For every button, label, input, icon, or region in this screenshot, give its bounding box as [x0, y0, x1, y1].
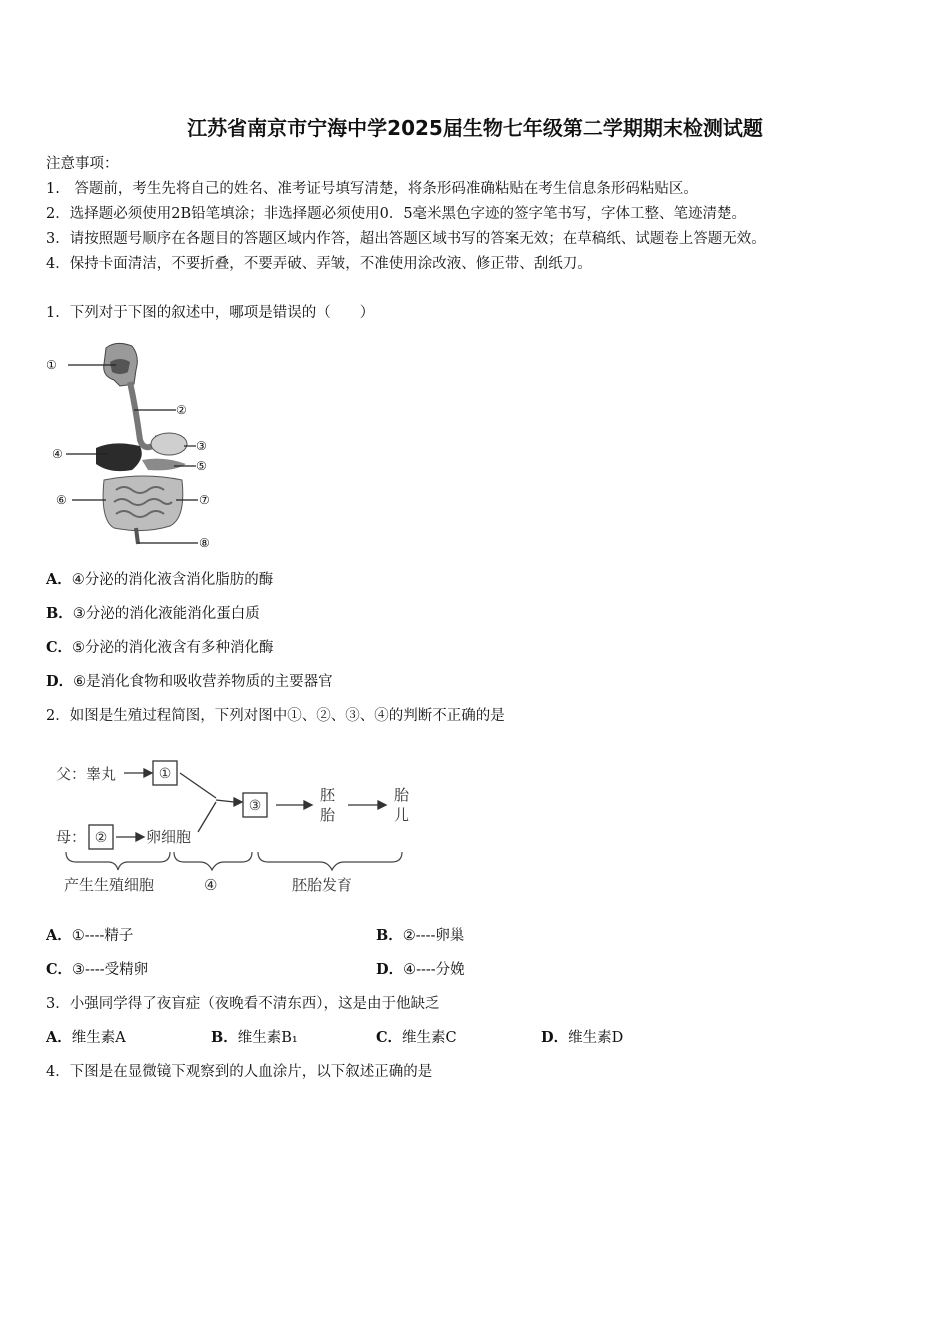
father-label: 父：睾丸 — [56, 765, 117, 783]
fetus-char-2: 儿 — [394, 806, 410, 824]
embryo-char-1: 胚 — [320, 786, 336, 804]
q2-option-c-text: ③----受精卵 — [72, 962, 149, 978]
label-7: ⑦ — [199, 493, 210, 507]
label-5: ⑤ — [196, 459, 207, 473]
q2-stem: 2．如图是生殖过程简图，下列对图中①、②、③、④的判断不正确的是 — [46, 708, 505, 724]
notice-item-1: 1. 答题前，考生先将自己的姓名、准考证号填写清楚，将条形码准确粘贴在考生信息条形码粘贴区。 — [46, 181, 698, 197]
q3-option-d[interactable] — [541, 1026, 623, 1047]
q2-option-d-letter: D． — [376, 961, 404, 978]
q2-option-b[interactable] — [376, 924, 464, 945]
q1-option-b-text: ③分泌的消化液能消化蛋白质 — [72, 606, 260, 622]
q2-option-a[interactable] — [46, 924, 133, 945]
label-2: ② — [176, 403, 187, 417]
liver — [96, 443, 142, 471]
q3-option-a-text: 维生素A — [71, 1030, 126, 1046]
q2-option-b-letter: B． — [376, 927, 403, 944]
q3-option-a[interactable] — [46, 1026, 126, 1047]
q1-option-a-text: ④分泌的消化液含消化脂肪的酶 — [71, 572, 274, 588]
q3-option-d-letter: D． — [541, 1029, 569, 1046]
q3-option-c[interactable] — [376, 1026, 457, 1047]
q3-option-c-text: 维生素C — [402, 1030, 457, 1046]
brace-label-3: 胚胎发育 — [292, 876, 353, 894]
box-2-label: ② — [94, 830, 108, 846]
rectum — [136, 528, 138, 544]
notice-heading: 注意事项： — [46, 156, 119, 172]
q1-option-b-letter: B． — [46, 605, 73, 622]
mouth-cavity — [110, 359, 130, 374]
label-4: ④ — [52, 447, 63, 461]
q1-option-d-letter: D． — [46, 673, 74, 690]
q2-option-d-text: ④----分娩 — [403, 962, 465, 978]
digestive-system-figure — [44, 340, 224, 555]
q2-option-c[interactable] — [46, 958, 148, 979]
label-3: ③ — [196, 439, 207, 453]
pancreas — [142, 459, 186, 471]
q3-option-a-letter: A． — [46, 1029, 72, 1046]
label-6: ⑥ — [56, 493, 67, 507]
notice-item-2: 2．选择题必须使用2B铅笔填涂；非选择题必须使用0．5毫米黑色字迹的签字笔书写，字体工整、笔迹清楚。 — [46, 206, 747, 222]
q1-option-c-letter: C． — [46, 639, 73, 656]
notice-item-3: 3．请按照题号顺序在各题目的答题区域内作答，超出答题区域书写的答案无效；在草稿纸、试题卷上答题无效。 — [46, 231, 766, 247]
q1-option-a-letter: A． — [46, 571, 72, 588]
q3-option-c-letter: C． — [376, 1029, 403, 1046]
q1-option-d-text: ⑥是消化食物和吸收营养物质的主要器官 — [73, 674, 333, 690]
fetus-char-1: 胎 — [394, 786, 410, 804]
egg-label: 卵细胞 — [146, 828, 192, 846]
label-8: ⑧ — [199, 536, 210, 550]
q3-stem: 3．小强同学得了夜盲症（夜晚看不清东西），这是由于他缺乏 — [46, 996, 440, 1012]
brace-label-1: 产生生殖细胞 — [64, 876, 155, 894]
q3-option-b-letter: B． — [211, 1029, 238, 1046]
page-title: 江苏省南京市宁海中学2025届生物七年级第二学期期末检测试题 — [187, 116, 763, 140]
reproduction-diagram — [52, 752, 422, 902]
q1-option-b[interactable] — [46, 602, 260, 623]
embryo-char-2: 胎 — [320, 806, 336, 824]
label-1: ① — [46, 358, 57, 372]
box-1-label: ① — [158, 766, 172, 782]
q2-option-a-letter: A． — [46, 927, 72, 944]
q2-option-d[interactable] — [376, 958, 465, 979]
q2-option-c-letter: C． — [46, 961, 73, 978]
q3-option-b-text: 维生素B₁ — [237, 1030, 298, 1046]
mother-label: 母： — [56, 828, 87, 846]
q3-option-d-text: 维生素D — [568, 1030, 624, 1046]
q1-option-c[interactable] — [46, 636, 274, 657]
q3-option-b[interactable] — [211, 1026, 298, 1047]
notice-item-4: 4．保持卡面清洁，不要折叠，不要弄破、弄皱，不准使用涂改液、修正带、刮纸刀。 — [46, 256, 592, 272]
q2-option-b-text: ②----卵巢 — [402, 928, 465, 944]
stomach — [151, 433, 187, 455]
q2-option-a-text: ①----精子 — [71, 928, 134, 944]
box-3-label: ③ — [248, 798, 262, 814]
q1-option-c-text: ⑤分泌的消化液含有多种消化酶 — [72, 640, 274, 656]
q1-stem: 1．下列对于下图的叙述中，哪项是错误的（ ） — [46, 305, 375, 321]
q4-stem: 4．下图是在显微镜下观察到的人血涂片，以下叙述正确的是 — [46, 1064, 433, 1080]
q1-option-d[interactable] — [46, 670, 333, 691]
brace-label-2: ④ — [204, 876, 218, 894]
q1-option-a[interactable] — [46, 568, 273, 589]
